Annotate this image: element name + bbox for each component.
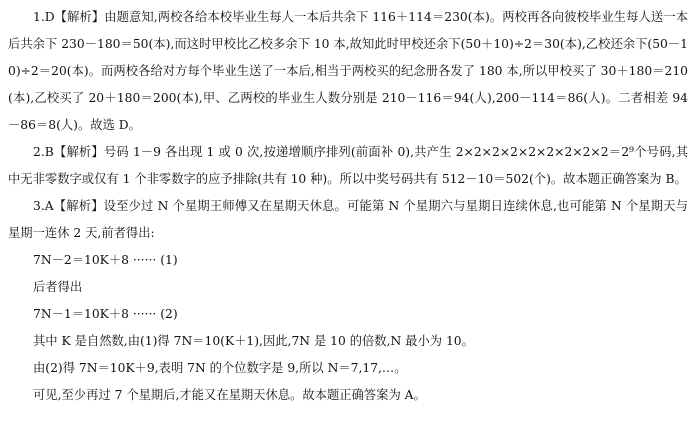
answer-3-line: 其中 K 是自然数,由(1)得 7N＝10(K＋1),因此,7N 是 10 的倍数,N 最小为 10。	[33, 334, 474, 348]
answer-3-paragraph: 3.A【解析】设至少过 N 个星期王师傅又在星期天休息。可能第 N 个星期六与星期日连续休息,也可能第 N 个星期天与星期一连休 2 天,前者得出:	[8, 199, 688, 240]
equation-2: 7N－1＝10K＋8 ······ (2)	[33, 307, 178, 321]
equation-1: 7N－2＝10K＋8 ······ (1)	[33, 253, 178, 267]
answer-3-conclusion: 可见,至少再过 7 个星期后,才能又在星期天休息。故本题正确答案为 A。	[33, 388, 426, 402]
answer-3-line: 由(2)得 7N＝10K＋9,表明 7N 的个位数字是 9,所以 N＝7,17,…。	[33, 361, 407, 375]
answer-1-paragraph: 1.D【解析】由题意知,两校各给本校毕业生每人一本后共余下 116＋114＝230(本)。两校再各向彼校毕业生每人送一本后共余下 230－180＝50(本),而这时甲校比乙校多余下 10 本,故知此时甲校还余下(50＋10)÷2＝30(本),乙校还余下(50－10)÷2＝20(本)。而两校各给对方每个毕业生送了一本后,相当于两校买的纪念册各发了 180 本,所以甲校买了 30＋180＝210(本),乙校买了 20＋180＝200(本),甲、乙两校的毕业生人数分别是 210－116＝94(人),200－114＝86(人)。二者相差 94－86＝8(人)。故选 D。	[8, 10, 688, 132]
answer-3-line: 后者得出	[33, 280, 83, 294]
answer-2-paragraph: 2.B【解析】号码 1－9 各出现 1 或 0 次,按递增顺序排列(前面补 0),共产生 2×2×2×2×2×2×2×2×2＝2⁹个号码,其中无非零数字或仅有 1 个非零数字的应予排除(共有 10 种)。所以中奖号码共有 512－10＝502(个)。故本题正确答案为 B。	[8, 145, 688, 186]
